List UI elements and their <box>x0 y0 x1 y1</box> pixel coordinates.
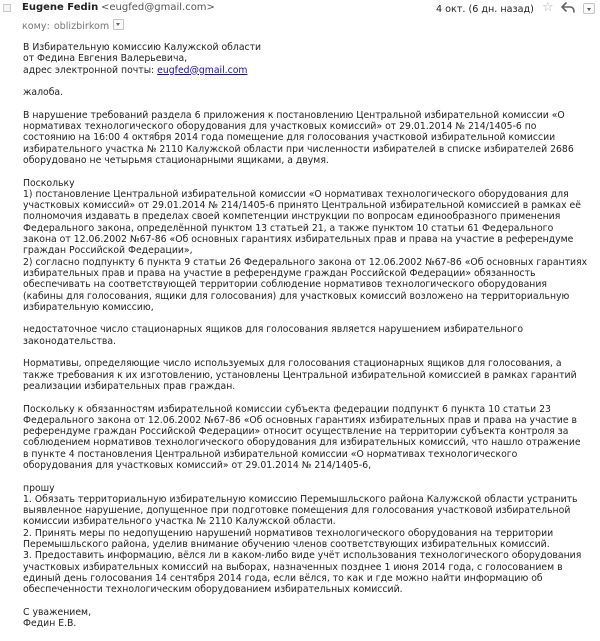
sender-name[interactable]: Eugene Fedin <box>22 2 99 13</box>
address-line-2: от Федина Евгения Валерьевича, <box>23 53 188 65</box>
more-options-icon[interactable] <box>583 3 595 14</box>
paragraph-since: Поскольку 1) постановление Центральной избирательной комиссии «О нормативах технологического оборудования для участковых комиссий» от 29.01.2014 № 214/1405-6 принято Центральной избирательной комиссией в рамках её полномочия издавать в пределах своей компетенции инструкции по вопросам единообразного применения Федерального закона, определённой пунктом 13 статьей 21, а также пунктом 10 статьи 61 Федерального закона от 12.06.2002 №67-86 «Об основных гарантиях избирательных прав и права на участие в референдуме граждан Российской Федерации», 2) согласно подпункту 6 пункта 9 статьи 26 Федерального закона от 12.06.2002 №67-86 «Об основных гарантиях избирательных прав и права на участие в референдуме граждан Российской Федерации» обязанность обеспечивать на соответствующей территории соблюдение нормативов технологического оборудования (кабины для голосования, ящики для голосования) для участковых комиссий возложено на территориальную избирательную комиссию, <box>23 177 588 313</box>
to-label: кому: <box>22 21 50 32</box>
show-details-icon[interactable] <box>113 19 124 30</box>
complaint-type: жалоба. <box>23 87 64 99</box>
address-line-3: адрес электронной почты: <box>23 64 158 76</box>
message-body <box>23 42 588 641</box>
recipient-name: oblizbirkom <box>53 21 110 32</box>
star-icon[interactable]: ☆ <box>542 0 554 15</box>
reply-icon[interactable] <box>561 2 575 13</box>
sender-email: <eugfed@gmail.com> <box>101 2 215 13</box>
avatar[interactable] <box>3 4 11 12</box>
paragraph-duties: Поскольку к обязанностям избирательной комиссии субъекта федерации подпункт 6 пункта 10 статьи 23 Федерального закона от 12.06.2002 №67-86 «Об основных гарантиях избирательных прав и права на участие в референдуме граждан Российской Федерации» относит осуществление на территории субъекта контроля за соблюдением нормативов технологического оборудования для избирательных комиссий, что нашло отражение в пункте 4 постановления Центральной избирательной комиссии «О нормативах технологического оборудования для участковых комиссий» от 29.01.2014 № 214/1405-6, <box>23 403 581 471</box>
paragraph-request: прошу 1. Обязать территориальную избирательную комиссию Перемышльского района Калужской области устранить выявленное нарушение, допущенное при подготовке помещения для голосования участковой избирательной комиссии избирательного участка № 2110 Калужской области. 2. Принять меры по недопущению нарушений нормативов технологического оборудования на территории Перемышльского района, уделив внимание обучению членов соответствующих избирательных комиссий. 3. Предоставить информацию, вёлся ли в каком-либо виде учёт использования технологического оборудования участковых избирательных комиссий на выборах, назначенных позднее 1 июня 2014 года, с голосованием в единый день голосования 14 сентября 2014 года, если вёлся, то как и где можно найти информацию об обеспеченности технологическим оборудованием избирательных комиссий. <box>23 482 582 596</box>
paragraph-norms: Нормативы, определяющие число используемых для голосования стационарных ящиков для голосования, а также требования к их изготовлению, установлены Центральной избирательной комиссией в рамках гарантий реализации избирательных прав граждан. <box>23 358 577 392</box>
paragraph-conclusion: недостаточное число стационарных ящиков для голосования является нарушением избирательного законодательства. <box>23 324 524 347</box>
message-header <box>0 0 600 36</box>
paragraph-violation: В нарушение требований раздела 6 приложения к постановлению Центральной избирательной комиссии «О нормативах технологического оборудования для участковых комиссий» от 29.01.2014 № 214/1405-6 по состоянию на 16:00 4 октября 2014 года помещение для голосования участковой избирательной комиссии избирательного участка № 2110 Калужской области при численности избирателей в списке избирателей 2686 оборудовано не четырьмя стационарными ящиками, а двумя. <box>23 109 574 166</box>
address-block <box>23 42 588 76</box>
address-line-1: В Избирательную комиссию Калужской области <box>23 42 262 53</box>
recipient-row <box>22 19 124 32</box>
email-link[interactable]: eugfed@gmail.com <box>157 64 248 76</box>
signature <box>23 607 588 630</box>
signer-name: Федин Е.В. <box>23 618 77 630</box>
closing-line: С уважением, <box>23 606 92 618</box>
message-date: 4 окт. (6 дн. назад) <box>436 4 534 15</box>
